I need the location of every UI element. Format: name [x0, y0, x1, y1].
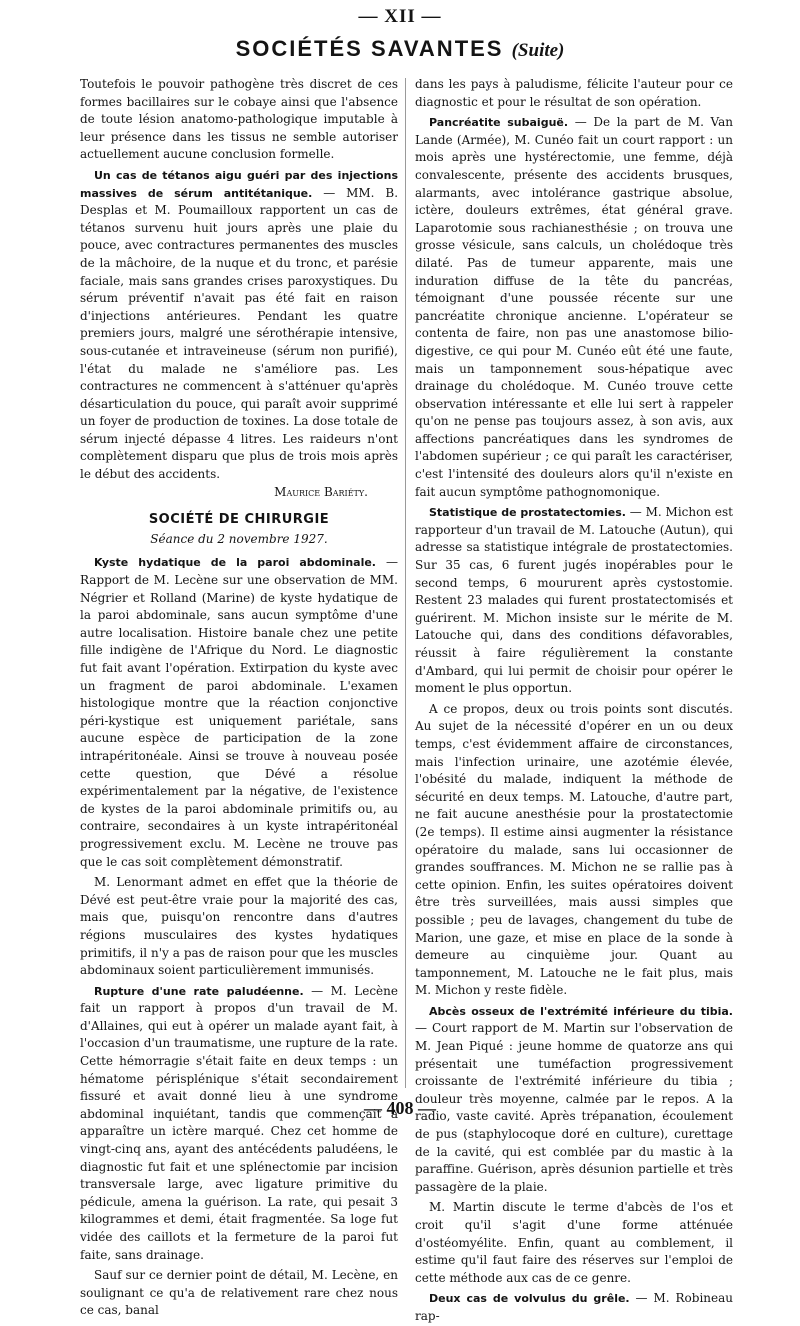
report-body: — M. Lecène fait un rapport à propos d'un travail de M. d'Allaines, qui eut à opérer un malade ayant fait, à l'occasion d'un traumatisme, une rupture de la rate. Cette hémorragie s'était faite en deux temps : un hématome périsplénique s'était secondairement fissuré et avait donné lieu à une syndrome abdominal inquiétant, tandis que commençait à apparaître un ictère marqué. Chez cet homme de vingt-cinq ans, ayant des antécédents paludéens, le diagnostic fut fait et une splénectomie par incision transversale large, avec ligature primitive du pédicule, amena la guérison. La rate, qui pesait 3 kilogrammes et demi, était fragmentée. Sa loge fut vidée des caillots et la fermeture de la paroi fut faite, sans drainage. [80, 983, 398, 1262]
report-body: — M. Robineau rap- [415, 1291, 733, 1323]
paragraph: Sauf sur ce dernier point de détail, M. Lecène, en soulignant ce qu'a de relativement rare chez nous ce cas, banal [80, 1268, 398, 1318]
report-body: — Court rapport de M. Martin sur l'observation de M. Jean Piqué : jeune homme de quatorze ans qui présentait une tuméfaction progressivement croissante de l'extrémité inférieure du tibia ; douleur très moyenne, calmée par le repos. A la radio, vaste cavité. Après trépanation, écoulement de pus (staphylocoque doré en culture), curettage de la cavité, qui est comblée par du mastic à la paraffine. Guérison, après désunion partielle et très passagère de la plaie. [415, 1021, 733, 1194]
report-title: Pancréatite subaiguë. [429, 116, 569, 130]
paragraph: dans les pays à paludisme, félicite l'auteur pour ce diagnostic et pour le résultat de son opération. [415, 77, 733, 109]
session-date: Séance du 2 novembre 1927. [150, 531, 328, 546]
section-heading: SOCIÉTÉ DE CHIRURGIE [148, 512, 330, 528]
report-title: Un cas de tétanos aigu guéri par des injections massives de sérum antitétanique. [80, 168, 398, 200]
report-body: — M. Michon est rapporteur d'un travail de M. Latouche (Autun), qui adresse sa statistique intégrale de prostatectomies. Sur 35 cas, 6 furent jugés inopérables pour le second temps, 6 moururent après cystostomie. Restent 23 malades qui furent prostatectomisés et guérirent. M. Michon insiste sur le mérite de M. Latouche qui, dans des conditions défavorables, réussit à faire régulièrement la constante d'Ambard, qui lui permit de choisir pour opérer le moment le plus opportun. [415, 505, 733, 696]
paragraph: M. Lenormant admet en effet que la théorie de Dévé est peut-être vraie pour la majorité des cas, mais que, puisqu'on rencontre dans d'autres régions musculaires des kystes hydatiques primitifs, il n'y a pas de raison pour que les muscles abdominaux soient particulièrement immunisés. [80, 875, 398, 978]
paragraph: M. Martin discute le terme d'abcès de l'os et croit qu'il s'agit d'une forme atténuée d'ostéomyélite. Enfin, quant au comblement, il estime qu'il faut faire des réserves sur l'emploi de cette méthode aux cas de ce genre. [415, 1200, 733, 1285]
paragraph [415, 504, 733, 698]
paragraph [415, 114, 733, 501]
title-text: SOCIÉTÉS SAVANTES [235, 36, 504, 61]
page-number: — 408 — [364, 1098, 436, 1118]
title-suite: (Suite) [511, 40, 565, 61]
left-column [80, 76, 399, 1318]
report-body: — Rapport de M. Lecène sur une observation de MM. Négrier et Rolland (Marine) de kyste hydatique de la paroi abdominale, sans aucun symptôme d'une autre localisation. Histoire banale chez une petite fille indigène de l'Afrique du Nord. Le diagnostic fut fait avant l'opération. Extirpation du kyste avec un fragment de paroi abdominale. L'examen histologique montre que la réaction conjonctive péri-kystique est uniquement pariétale, sans aucune espèce de participation de la zone intrapéritonéale. Ainsi se trouve à nouveau posée cette question, que Dévé a résolue expérimentalement par la négative, de l'existence de kystes de la paroi abdominale primitifs ou, au contraire, secondaires à un kyste intrapéritonéal progressivement exclu. M. Lecène ne trouve pas que le cas soit complètement démonstratif. [80, 555, 398, 869]
report-title: Statistique de prostatectomies. [429, 506, 626, 520]
author-signature: Maurice Bariéty. [274, 484, 368, 499]
report-body: — De la part de M. Van Lande (Armée), M. Cunéo fait un court rapport : un mois après une hystérectomie, une femme, déjà convalescente, présente des accidents brusques, alarmants, avec intolérance gastrique absolue, ictère, douleurs extrêmes, état général grave. Laparotomie sous rachianesthésie ; on trouva une grosse vésicule, sans calculs, un cholédoque très dilaté. Pas de tumeur apparente, mais une induration diffuse de la tête du pancréas, témoignant d'une poussée récente sur une pancréatite chronique ancienne. L'opérateur se contenta de faire, non pas une anastomose bilio-digestive, ce qui pour M. Cunéo eût été une faute, mais un tamponnement sous-hépatique avec drainage du cholédoque. M. Cunéo trouve cette observation intéressante et elle lui sert à rappeler qu'on ne pense pas toujours assez, à son avis, aux affections pancréatiques dans les syndromes de l'abdomen supérieur ; ce qui paraît les caractériser, c'est l'intensité des douleurs alors qu'il n'existe en fait aucun symptôme pathognomonique. [415, 115, 733, 499]
paragraph [415, 1290, 733, 1325]
report-title: Kyste hydatique de la paroi abdominale. [94, 556, 376, 570]
paragraph [80, 167, 398, 501]
paragraph [80, 554, 398, 871]
right-column [415, 76, 733, 1323]
report-title: Deux cas de volvulus du grêle. [429, 1292, 630, 1306]
report-title: Abcès osseux de l'extrémité inférieure du tibia. [429, 1004, 733, 1018]
column-divider [405, 78, 406, 1088]
paragraph: Toutefois le pouvoir pathogène très discret de ces formes bacillaires sur le cobaye ainsi que l'absence de toute lésion anatomo-pathologique imputable à leur présence dans les tissus ne semble autoriser actuellement aucune conclusion formelle. [80, 77, 398, 162]
roman-page-number: — XII — [358, 6, 442, 27]
page-title [0, 36, 800, 62]
report-title: Rupture d'une rate paludéenne. [94, 984, 304, 998]
report-body: — MM. B. Desplas et M. Poumailloux rapportent un cas de tétanos survenu huit jours après une plaie du pouce, avec contractures permanentes des muscles de la mâchoire, de la nuque et du tronc, et parésie faciale, mais sans grandes crises paroxystiques. Du sérum préventif n'avait pas été fait en raison d'injections antérieures. Pendant les quatre premiers jours, malgré une sérothérapie intensive, sous-cutanée et intraveineuse (sérum non purifié), l'état du malade ne s'améliore pas. Les contractures ne commencent à s'atténuer qu'après désarticulation du pouce, qui paraît avoir supprimé un foyer de production de toxines. La dose totale de sérum injecté dépasse 4 litres. Les raideurs n'ont complètement disparu que plus de trois mois après le début des accidents. [80, 185, 399, 482]
paragraph [80, 983, 398, 1265]
paragraph: A ce propos, deux ou trois points sont discutés. Au sujet de la nécessité d'opérer en un ou deux temps, c'est évidemment affaire de circonstances, mais l'infection urinaire, une azotémie élevée, l'obésité du malade, indiquent la méthode de sécurité en deux temps. M. Latouche, d'autre part, ne fait aucune anesthésie pour la prostatectomie (2e temps). Il estime ainsi augmenter la résistance opératoire du malade, sans lui occasionner de grandes souffrances. M. Michon ne se rallie pas à cette opinion. Enfin, les suites opératoires doivent être très surveillées, mais aussi simples que possible ; peu de lavages, changement du tube de Marion, une gaze, et mise en place de la sonde à demeure au cinquième jour. Quant au tamponnement, M. Latouche ne le fait plus, mais M. Michon y reste fidèle. [415, 701, 733, 998]
